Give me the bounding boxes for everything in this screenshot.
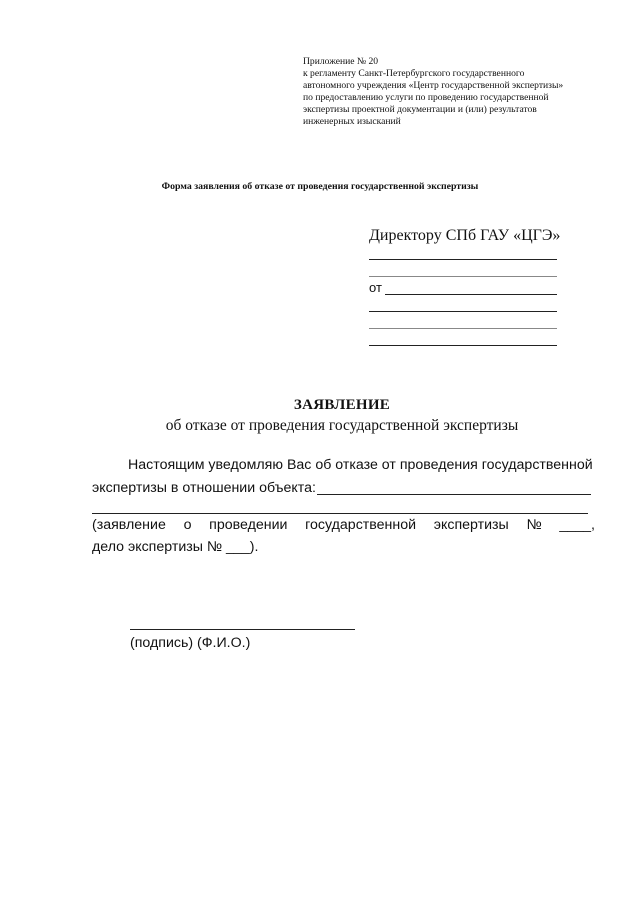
note-word: проведении [209,517,288,533]
note-word: экспертизы [433,517,509,533]
note-word: (заявление [92,517,166,533]
appendix-line: инженерных изысканий [303,116,401,127]
appendix-line: Приложение № 20 [303,56,379,67]
note-word: государственной [305,517,417,533]
addressee-line[interactable] [369,276,557,277]
note-word: о [183,517,192,533]
note-word: ____, [559,517,595,533]
from-line[interactable] [369,345,557,346]
appendix-line: к регламенту Санкт-Петербургского государственного [303,68,525,79]
from-line[interactable] [369,311,557,312]
statement-subheading: об отказе от проведения государственной экспертизы [165,417,519,434]
form-title: Форма заявления об отказе от проведения государственной экспертизы [161,181,479,192]
object-line[interactable] [317,494,591,495]
signature-line[interactable] [130,629,355,630]
body-paragraph-line1: Настоящим уведомляю Вас об отказе от проведения государственной [128,457,593,473]
note-word: № [526,517,542,533]
from-label: от [369,280,382,295]
from-line[interactable] [369,328,557,329]
statement-heading: ЗАЯВЛЕНИЕ [293,397,391,413]
appendix-line: автономного учреждения «Центр государственной экспертизы» [303,80,564,91]
appendix-note [303,56,603,128]
from-line[interactable] [385,294,557,295]
body-paragraph-line2: экспертизы в отношении объекта: [92,480,316,496]
note-line2: дело экспертизы № ___). [92,539,259,555]
appendix-line: экспертизы проектной документации и (или) результатов [303,104,537,115]
addressee-line[interactable] [369,259,557,260]
addressee: Директору СПб ГАУ «ЦГЭ» [369,227,561,244]
signature-caption: (подпись) (Ф.И.О.) [130,635,251,651]
appendix-line: по предоставлению услуги по проведению государственной [303,92,549,103]
object-line[interactable] [92,513,588,514]
note-line1 [92,517,595,533]
